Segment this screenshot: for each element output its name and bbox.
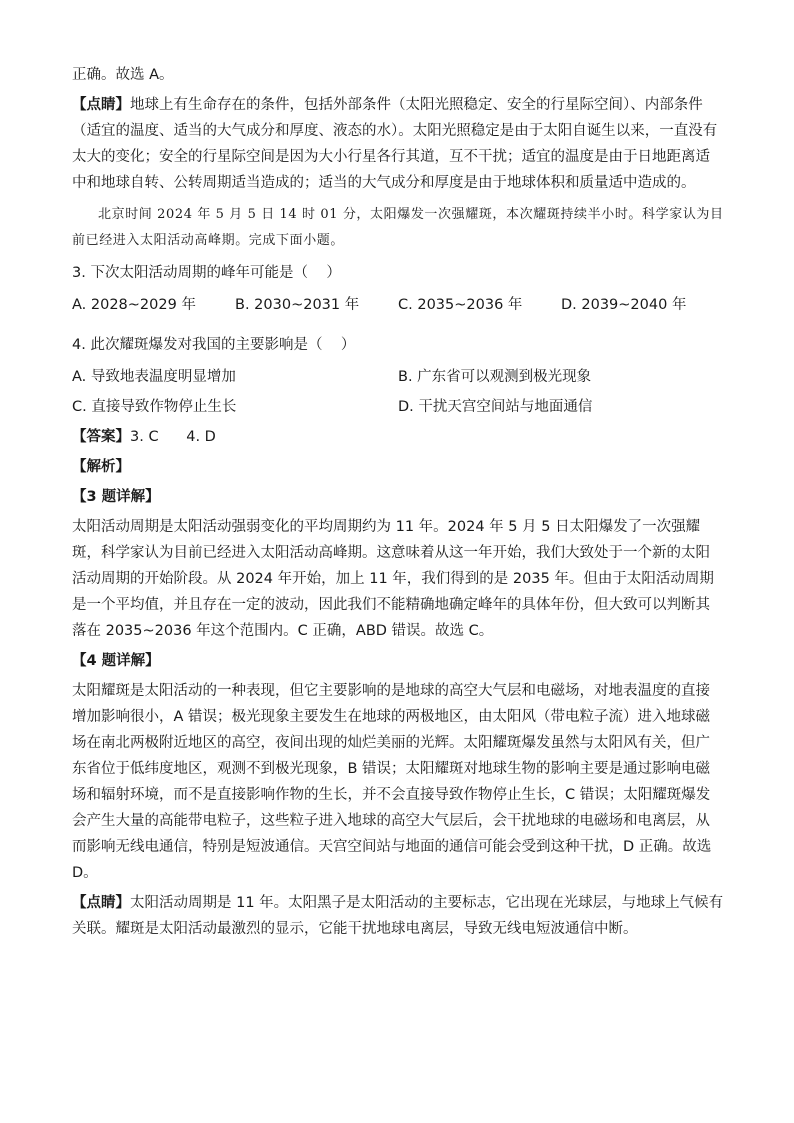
q4-option-d: D. 干扰天宫空间站与地面通信 [398,399,593,415]
intro-line: 正确。故选 A。 [72,67,174,83]
q3-option-a: A. 2028~2029 年 [72,297,196,313]
tip2-text: 太阳活动周期是 11 年。太阳黑子是太阳活动的主要标志，它出现在光球层，与地球上气候有关联。耀斑是太阳活动最激烈的显示，它能干扰地球电离层，导致无线电短波通信中断。 [72,895,724,937]
q4-stem: 4. 此次耀斑爆发对我国的主要影响是（ ） [72,337,356,353]
q4-detail-label: 【4 题详解】 [72,653,160,669]
q4-detail-text: 太阳耀斑是太阳活动的一种表现，但它主要影响的是地球的高空大气层和电磁场，对地表温度的直接增加影响很小，A 错误；极光现象主要发生在地球的两极地区，由太阳风（带电粒子流）进入地球磁场在南北两极附近地区的高空，夜间出现的灿烂美丽的光辉。太阳耀斑爆发虽然与太阳风有关，但广东省位于低纬度地区，观测不到极光现象，B 错误；太阳耀斑对地球生物的影响主要是通过影响电磁场和辐射环境，而不是直接影响作物的生长，并不会直接导致作物停止生长，C 错误；太阳耀斑爆发会产生大量的高能带电粒子，这些粒子进入地球的高空大气层后，会干扰地球的电磁场和电离层，从而影响无线电通信，特别是短波通信。天宫空间站与地面的通信可能会受到这种干扰，D 正确。故选 D。 [72,683,716,881]
q3-options [72,292,724,318]
tip2-paragraph [72,890,724,942]
reading-passage: 北京时间 2024 年 5 月 5 日 14 时 01 分，太阳爆发一次强耀斑，本次耀斑持续半小时。科学家认为目前已经进入太阳活动高峰期。完成下面小题。 [72,207,724,248]
q3-option-b: B. 2030~2031 年 [235,297,360,313]
tip-text: 地球上有生命存在的条件，包括外部条件（太阳光照稳定、安全的行星际空间）、内部条件（适宜的温度、适当的大气成分和厚度、液态的水）。太阳光照稳定是由于太阳自诞生以来，一直没有太大的变化；安全的行星际空间是因为大小行星各行其道，互不干扰；适宜的温度是由于日地距离适中和地球自转、公转周期适当造成的；适当的大气成分和厚度是由于地球体积和质量适中造成的。 [72,97,718,191]
q3-stem: 3. 下次太阳活动周期的峰年可能是（ ） [72,265,341,281]
document-page [72,62,724,942]
tip2-label: 【点睛】 [72,895,130,911]
tip-paragraph [72,92,724,196]
q4-option-b: B. 广东省可以观测到极光现象 [398,369,592,385]
q3-detail-text: 太阳活动周期是太阳活动强弱变化的平均周期约为 11 年。2024 年 5 月 5 日太阳爆发了一次强耀斑，科学家认为目前已经进入太阳活动高峰期。这意味着从这一年开始，我们大致处于一个新的太阳活动周期的开始阶段。从 2024 年开始，加上 11 年，我们得到的是 2035 年。但由于太阳活动周期是一个平均值，并且存在一定的波动，因此我们不能精确地确定峰年的具体年份，但大致可以判断其落在 2035~2036 年这个范围内。C 正确，ABD 错误。故选 C。 [72,519,714,639]
q3-option-c: C. 2035~2036 年 [398,297,523,313]
q3-detail-label: 【3 题详解】 [72,489,160,505]
analysis-label: 【解析】 [72,459,130,475]
q4-options-row2 [72,394,724,420]
tip-label: 【点睛】 [72,97,130,113]
q4-option-c: C. 直接导致作物停止生长 [72,399,237,415]
q4-option-a: A. 导致地表温度明显增加 [72,369,236,385]
answer-label: 【答案】 [72,429,130,445]
answer-text: 3. C 4. D [130,429,216,445]
answer-line [72,424,724,450]
q3-option-d: D. 2039~2040 年 [561,297,687,313]
q4-options-row1 [72,364,724,390]
